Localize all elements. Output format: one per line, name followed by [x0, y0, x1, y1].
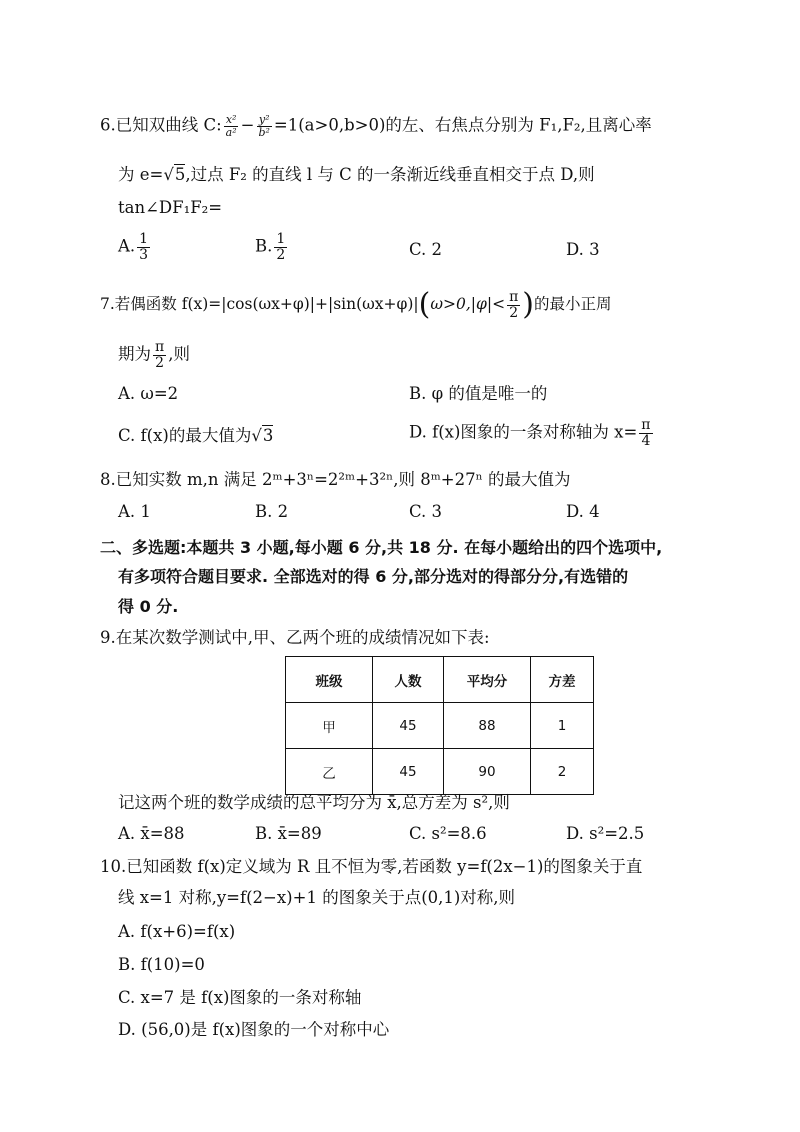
q9-option-c: C. s²=8.6	[409, 824, 487, 843]
q7-cond-frac	[507, 290, 520, 320]
q7-option-d-num: π	[641, 417, 651, 433]
q9-header-class: 班级	[286, 657, 373, 703]
q10-option-c: C. x=7 是 f(x)图象的一条对称轴	[118, 988, 362, 1007]
q9-option-d: D. s²=2.5	[566, 824, 645, 843]
q6-stem-line2: 为 e=√5,过点 F₂ 的直线 l 与 C 的一条渐近线垂直相交于点 D,则	[118, 165, 595, 184]
q9-cell-mean: 90	[444, 749, 531, 795]
q7-option-c-text: C. f(x)的最大值为	[118, 426, 252, 445]
q9-option-b: B. x̄=89	[255, 824, 322, 843]
q6-option-c-label: C.	[409, 240, 427, 259]
q9-cell-class: 甲	[286, 703, 373, 749]
q7-condition: ω>0,|φ|<	[430, 295, 506, 314]
q10-option-a: A. f(x+6)=f(x)	[118, 922, 236, 941]
q6-option-a-num: 1	[139, 231, 149, 247]
q6-minus: −	[240, 115, 255, 135]
q6-option-c-text: 2	[431, 240, 443, 259]
q6-option-a-frac	[137, 232, 150, 262]
q10-option-b: B. f(10)=0	[118, 955, 205, 974]
q8-option-c: C. 3	[409, 502, 443, 521]
q9-stem: 9.在某次数学测试中,甲、乙两个班的成绩情况如下表:	[100, 628, 490, 647]
q8-stem: 8.已知实数 m,n 满足 2ᵐ+3ⁿ=2²ᵐ+3²ⁿ,则 8ᵐ+27ⁿ 的最大值为	[100, 470, 571, 489]
q6-line2b: ,过点 F₂ 的直线 l 与 C 的一条渐近线垂直相交于点 D,则	[185, 165, 595, 184]
q9-header-count: 人数	[373, 657, 444, 703]
q9-note: 记这两个班的数学成绩的总平均分为 x̄,总方差为 s²,则	[118, 793, 510, 812]
q8-option-d: D. 4	[566, 502, 600, 521]
q6-frac-x	[224, 114, 239, 138]
q7-line2a: 期为	[118, 344, 151, 364]
q8-option-a: A. 1	[118, 502, 151, 521]
q6-frac-y	[256, 114, 271, 138]
q9-cell-variance: 2	[531, 749, 594, 795]
table-row	[286, 703, 594, 749]
section2-heading-line2: 有多项符合题目要求. 全部选对的得 6 分,部分选对的得部分分,有选错的	[118, 567, 629, 586]
q7-line2b: ,则	[168, 344, 190, 364]
q6-option-d	[566, 240, 600, 260]
q7-line1b: 的最小正周	[534, 295, 612, 314]
q6-option-a-den: 3	[139, 246, 149, 263]
q6-line3: tan∠DF₁F₂=	[118, 198, 223, 217]
table-row	[286, 749, 594, 795]
q7-period-den: 2	[155, 354, 165, 371]
q7-option-d-text: D. f(x)图象的一条对称轴为 x=	[409, 422, 638, 442]
q10-option-d: D. (56,0)是 f(x)图象的一个对称中心	[118, 1020, 390, 1039]
q9-score-table	[285, 656, 594, 795]
q6-frac-y-num: y²	[258, 113, 270, 126]
q9-cell-variance: 1	[531, 703, 594, 749]
q6-option-b-label: B.	[255, 236, 273, 256]
q6-option-b	[255, 232, 289, 262]
q8-option-b: B. 2	[255, 502, 289, 521]
q7-option-d	[409, 418, 655, 448]
q6-frac-y-den: b²	[258, 125, 270, 139]
q6-stem-line3	[118, 198, 222, 218]
q9-cell-count: 45	[373, 703, 444, 749]
q7-period-frac	[153, 340, 166, 370]
q6-sqrt-value: 5	[174, 165, 186, 184]
q7-option-c-sqrt: 3	[262, 426, 274, 445]
q6-option-d-text: 3	[589, 240, 600, 259]
q9-header-variance: 方差	[531, 657, 594, 703]
q6-option-d-label: D.	[566, 240, 584, 259]
q6-frac-x-den: a²	[225, 125, 237, 139]
q7-option-a: A. ω=2	[118, 384, 179, 403]
q7-right-paren: )	[522, 287, 534, 323]
section2-heading-line1: 二、多选题:本题共 3 小题,每小题 6 分,共 18 分. 在每小题给出的四个选项中,	[100, 538, 663, 557]
q7-left-paren: (	[418, 287, 431, 323]
q7-stem-line2	[118, 340, 190, 370]
q6-stem-line1	[100, 114, 652, 138]
q7-cond-num: π	[509, 289, 519, 305]
q6-line2a: 为 e=	[118, 165, 164, 184]
q9-option-a: A. x̄=88	[118, 824, 185, 843]
q6-option-a	[118, 232, 152, 262]
q7-option-b: B. φ 的值是唯一的	[409, 384, 548, 403]
q7-option-c: C. f(x)的最大值为√3	[118, 426, 274, 445]
q7-cond-den: 2	[509, 304, 519, 321]
section2-heading-line3: 得 0 分.	[118, 597, 179, 616]
q7-period-num: π	[155, 339, 165, 355]
q7-option-d-frac	[639, 418, 652, 448]
q9-cell-count: 45	[373, 749, 444, 795]
q9-cell-mean: 88	[444, 703, 531, 749]
q10-stem-line2: 线 x=1 对称,y=f(2−x)+1 的图象关于点(0,1)对称,则	[118, 888, 516, 907]
q7-option-d-den: 4	[641, 432, 651, 449]
q7-line1a: 7.若偶函数 f(x)=|cos(ωx+φ)|+|sin(ωx+φ)|	[100, 295, 419, 314]
q6-option-b-frac	[274, 232, 287, 262]
q10-stem-line1: 10.已知函数 f(x)定义域为 R 且不恒为零,若函数 y=f(2x−1)的图象关于直	[100, 857, 643, 876]
q6-option-b-den: 2	[276, 246, 286, 263]
q9-cell-class: 乙	[286, 749, 373, 795]
q9-table-header-row	[286, 657, 594, 703]
q6-intro: 6.已知双曲线 C:	[100, 115, 222, 135]
q6-eq-tail: =1(a>0,b>0)的左、右焦点分别为 F₁,F₂,且离心率	[273, 115, 652, 135]
q6-option-b-num: 1	[276, 231, 286, 247]
q6-option-c	[409, 240, 442, 260]
q9-header-mean: 平均分	[444, 657, 531, 703]
q6-frac-x-num: x²	[225, 113, 237, 126]
q6-option-a-label: A.	[118, 236, 136, 256]
q7-stem-line1	[100, 287, 612, 323]
